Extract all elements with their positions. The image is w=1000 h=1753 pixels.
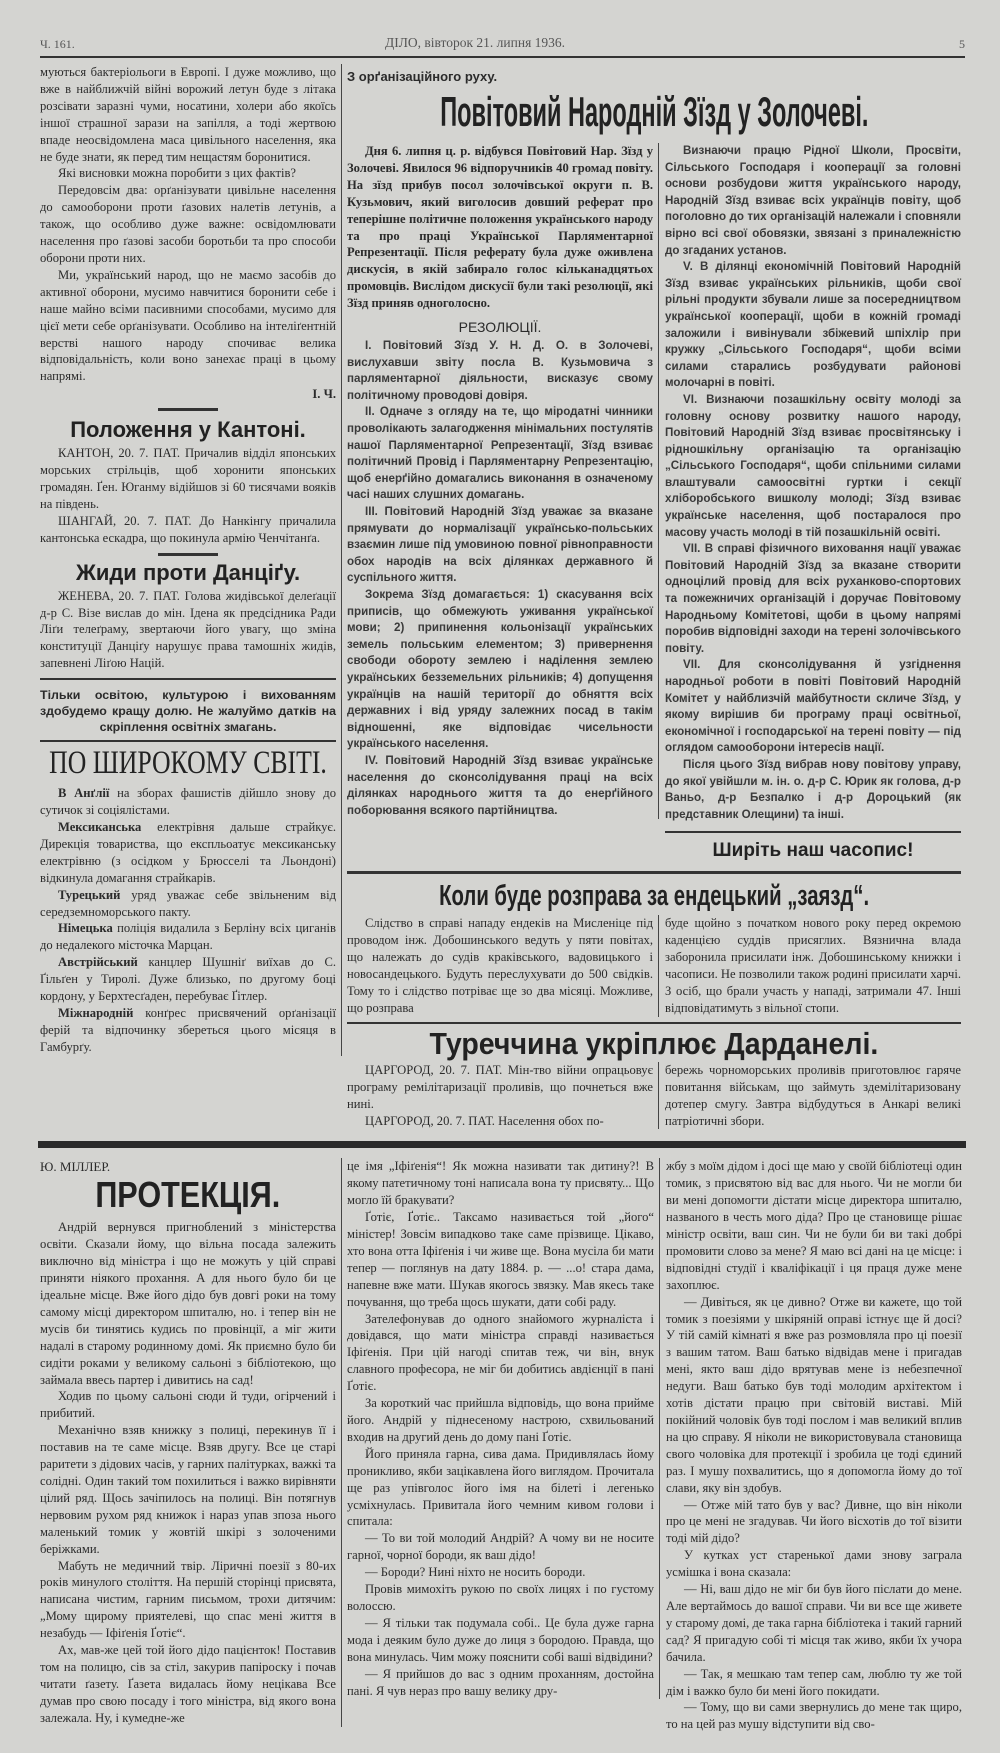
masthead: ДІЛО, вівторок 21. липня 1936. bbox=[385, 35, 566, 50]
turkey-column-1 bbox=[347, 1062, 659, 1130]
news-item-lead: Турецький bbox=[58, 887, 121, 902]
right-region bbox=[347, 64, 961, 1129]
divider bbox=[347, 871, 961, 874]
news-item-text: електрівня дальше страйкує. Дирекція товариства, що експльоатує мексиканську електрівню (з осідком у Брюсселі та Льондоні) відкинула домагання страйкарів. bbox=[40, 820, 336, 885]
section-rule bbox=[38, 1141, 966, 1148]
world-news-item bbox=[40, 785, 336, 819]
trial-headline-wrap bbox=[347, 880, 961, 912]
story-paragraph: жбу з моїм дідом і досі ще маю у своїй бібліотеці один томик, з присвятою від вас для нього. Чи не могли би ви мені допомогти дістати місце директора шпиталю, названого в честь мого діда? Про це становище рішає міністр освіти, ваш син. Чи не були би ви такі добрі промовити слово за мене? Я маю всі дані на це місце: і відповідні студії і кваліфікації і ця праця дуже мене захоплює. bbox=[666, 1159, 962, 1292]
resolution-paragraph: VII. Для сконсолідування й узгіднення народньої роботи в повіті Повітовий Народній Комітет у найблизчій майбутности скличе Зїзд, у якому вирішив би програму праці освітньої, економічної і господарської на терені повіту — під оглядом самооборони інтересів нації. bbox=[665, 658, 961, 755]
story-paragraph: — Ні, ваш дідо не міг би був його післати до мене. Але вертаймось до вашої справи. Чи ви все ще живете у старому домі, де така гарна бібліотека і такий гарний сад? Я пригадую собі ті місця так живо, якби їх учора бачила. bbox=[666, 1582, 962, 1664]
congress-headline-wrap bbox=[347, 89, 961, 135]
story-headline: ПРОТЕКЦІЯ. bbox=[95, 1174, 281, 1216]
news-item-text: конґрес присвячений орґанізації ферій та відпочинку збереться цього місяця в Гамбурґу. bbox=[40, 1005, 336, 1054]
story-paragraph: — Я тільки так подумала собі.. Це була дуже гарна мода і деяким було дуже до лиця з бородою. Правда, що вона минулась. Чим можу пояснити собі ваші відвідини? bbox=[347, 1615, 654, 1664]
promo-slogan: Ширіть наш часопис! bbox=[712, 840, 914, 862]
page-number: 5 bbox=[959, 37, 965, 51]
congress-right-text bbox=[665, 143, 961, 823]
canton-article bbox=[40, 445, 336, 546]
gas-defense-article bbox=[40, 64, 336, 385]
turkey-text: бережь чорноморських проливів приготовлює гаряче повитання військам, що займуть здемілітаризовану дотепер смугу. Завтра відбудуться в Анкарі великі патріотичні збори. bbox=[665, 1062, 961, 1128]
story-paragraph: За короткий час прийшла відповідь, що вона прийме його. Андрій у піднесеному настрою, схвильований входив на другий день до дому пані Ґотіє. bbox=[347, 1396, 654, 1444]
resolution-paragraph: Зокрема Зїзд домагається: 1) скасування всіх приписів, що обмежують уживання української мови; 2) припинення кольонізації українських земель польським елементом; 3) привернення свободи обороту землею і наділення землею українських безземельних рільників; 4) допущення українців на нашій території до обняття всіх державних і від уряду залежних посад в такім відношенні, яке відповідає чисельности українського населення. bbox=[347, 587, 653, 751]
divider bbox=[40, 678, 336, 680]
story-headline-wrap bbox=[40, 1175, 336, 1215]
article-signature: І. Ч. bbox=[312, 387, 336, 402]
divider bbox=[40, 740, 336, 742]
trial-headline: Коли буде розправа за ендецький „заязд“. bbox=[439, 880, 869, 913]
world-news-item bbox=[40, 887, 336, 921]
story-column-1 bbox=[40, 1158, 342, 1726]
news-item-lead: Австрійський bbox=[58, 955, 138, 970]
divider bbox=[347, 1022, 961, 1024]
story-paragraph: Ходив по цьому сальоні сюди й туди, огірчений і прибитий. bbox=[40, 1389, 336, 1421]
section-kicker: З орґанізаційного руху. bbox=[347, 69, 498, 84]
divider bbox=[158, 408, 218, 411]
danzig-headline: Жиди проти Данціґу. bbox=[75, 559, 301, 585]
story-paragraph: Андрій вернувся пригноблений з міністерства освіти. Сказали йому, що вільна посада залежить виключно від міністра і що не можуть у цій справі приняти ніякого прохання. А для нього було би це ідеальне місце. Вже його дідо був довгі роки на тому самому місці директором шпиталю, но. і тепер він не мусів би тинятись кудись по провінції, а міг жити надалі в старому родинному домі. Як приємно було би сидіти роками у великому сальоні з бібліотекою, що займала ввесь партер і дивитись на сад! bbox=[40, 1220, 336, 1387]
world-news-list bbox=[40, 785, 336, 1056]
congress-right-column bbox=[665, 143, 961, 863]
world-news-item bbox=[40, 819, 336, 887]
news-item-text: на зборах фашистів дійшло знову до сутичок зі соціялістами. bbox=[40, 786, 336, 818]
resolution-paragraph: Після цього Зїзд вибрав нову повітову управу, до якої увійшли м. ін. о. д-р С. Юрик як голова, д-р Ваньо, д-р Безпалко і д-р Дороцький (як представник Олещини) та інші. bbox=[665, 757, 961, 821]
story-section bbox=[40, 1158, 965, 1733]
resolution-paragraph: ІІІ. Повітовий Народній Зїзд уважає за вказане прямувати до нормалізації українсько-польських взаємин лише під умовиною повної рівноправности обох народів на всіх ділянках державного й суспільного життя. bbox=[347, 505, 653, 585]
news-paragraph: ЖЕНЕВА, 20. 7. ПАТ. Голова жидівської делеґації д-р С. Візе вислав до мін. Ідена як предсідника Ради Ліґи телеґраму, звертаючи його увагу, що зміна конституції Данціґу нарушує права тамошніх жидів, запевнені Ліґою Націй. bbox=[40, 588, 336, 671]
story-paragraph: — Я прийшов до вас з одним проханням, достойна пані. Я чув нераз про вашу велику дру- bbox=[347, 1666, 654, 1698]
story-author: Ю. МІЛЛЕР. bbox=[40, 1159, 111, 1175]
news-item-text: канцлер Шушніґ виїхав до С. Ґільґен у Тиролі. Дуже близько, по другому боці кордону, у Берхтесґаден, перебуває Ґітлер. bbox=[40, 955, 336, 1004]
story-paragraph: Зателефонував до одного знайомого журналіста і довідався, що мати міністра справді називається Іфіґенія. При цій нагоді спитав теж, чи він, внук славного професора, не міг би добитись авдієнції в пані Ґотіє. bbox=[347, 1311, 654, 1394]
story-paragraph: Механічно взяв книжку з полиці, перекинув її і поставив на те саме місце. Взяв другу. Все це старі раритети з дідових часів, у гарних палітурках, важкі та солідні. Один такий том похилиться і важко вирівняти цілий ряд. Щось зачіпилось на полиці. Він потягнув нервовим рухом ряд книжок і нараз упав зпоза нього маленький томик у жовтій шкірі з золоченими беріжками. bbox=[40, 1423, 336, 1556]
news-paragraph: ЦАРГОРОД, 20. 7. ПАТ. Населення обох по- bbox=[365, 1113, 604, 1128]
story-column-2 bbox=[342, 1158, 660, 1699]
story-column-3 bbox=[660, 1158, 962, 1733]
article-paragraph: Ми, український народ, що не маємо засобів до активної оборони, мусимо навчитися боронити себе і наше майно всіми пасивними способами, мусимо для цієї мети себе орґанізувати. Особливо на інтеліґентній верстві нашого народу спочиває велика відповідальність, коли воно занехає праці в цьому напрямі. bbox=[40, 267, 336, 384]
trial-column-2 bbox=[665, 915, 961, 1016]
resolutions-list bbox=[347, 338, 653, 819]
news-item-text: уряд уважає себе звільненим від середземноморського пакту. bbox=[40, 887, 336, 919]
world-news-item bbox=[40, 1005, 336, 1056]
article-paragraph: Передовсім два: орґанізувати цивільне населення до самооборони проти ґазових налетів летунів, а також, що особливо дуже важне: освідомлювати населення про ґазові засоби боротьби та про способи оборони проти них. bbox=[40, 183, 336, 265]
left-column bbox=[40, 64, 342, 1056]
turkey-headline: Туреччина укріплює Дарданелі. bbox=[429, 1025, 879, 1061]
canton-headline: Положення у Кантоні. bbox=[70, 417, 306, 443]
resolution-paragraph: ІІ. Одначе з огляду на те, що міродатні чинники проволікають залагодження мінімальних постулятів нашої Парляментарної Репрезентації, Зїзд взиває політичний Провід і Парляментарну Репрезентацію, щоб енерґійно домагались виконання в означеному часі наших слушних домагань. bbox=[347, 405, 653, 502]
story-paragraph: — Тому, що ви сами звернулись до мене так щиро, то на цей раз мушу відступити від сво- bbox=[666, 1700, 962, 1732]
news-paragraph: КАНТОН, 20. 7. ПАТ. Причалив відділ японських морських стрільців, щоб хоронити японських громадян. Ґен. Юганму відійшов зі 60 тисячами вояків на південь. bbox=[40, 446, 336, 511]
congress-headline: Повітовий Народній Зїзд у Золочеві. bbox=[439, 88, 869, 135]
header-rule bbox=[40, 56, 965, 58]
danzig-article bbox=[40, 588, 336, 673]
resolution-paragraph: VII. В справі фізичного виховання нації уважає Повітовий Народній Зїзд за вказане створити одноцілий провід для всіх руханково-спортових та пожежничих організацій і доручає Повітовому Народньому Комітетові, щоби в цьому напрямі поробив відповідні заходи на терені золочівського повіту. bbox=[665, 542, 961, 655]
news-paragraph: ШАНГАЙ, 20. 7. ПАТ. До Нанкінгу причалила кантонська ескадра, що покинула армію Ченчітанґа. bbox=[40, 513, 336, 545]
news-paragraph: ЦАРГОРОД, 20. 7. ПАТ. Мін-тво війни опрацьовує програму ремілітаризації проливів, що почнеться вже нині. bbox=[347, 1062, 653, 1111]
article-paragraph: Які висновки можна поробити з цих фактів? bbox=[58, 166, 297, 181]
resolution-paragraph: VI. Визнаючи позашкільну освіту молоді за головну основу розвитку нашого народу, Повітовий Народній Зїзд взиває просвітянську і рідношкільну організацію та організацію „Сільського Господаря“, щоби спільними силами влаштували самоосвітні гуртки і секції хліборобського вишколу молоді; Зїзд взиває українське населення, щоб постаралося про масову участь молоді в тій позашкільній освіті. bbox=[665, 392, 961, 539]
story-paragraph: — Так, я мешкаю там тепер сам, люблю ту же той дім і важко було би мені його покидати. bbox=[666, 1666, 962, 1698]
article-paragraph: муються бактеріольоги в Европі. І дуже можливо, що вже в найближчій війні ворожий летун буде з літака розсівати заразні чуми, носатини, холери або якоїсь іншої страшної зарази на запілля, а тоді жертвою впаде неосвідомлена маса цивільного населення, яка не буде знати, як перед тим нещастям боронитися. bbox=[40, 65, 336, 164]
world-news-item bbox=[40, 954, 336, 1005]
story-paragraph: Його приняла гарна, сива дама. Придивлялась йому проникливо, якби зацікавлена його виглядом. Прочитала ще раз упівголос його імя на білеті і легенько усміхнулась. Привитала його чемним кивом голови і спитала: bbox=[347, 1446, 654, 1529]
world-headline: ПО ШИРОКОМУ СВІТІ. bbox=[49, 745, 327, 782]
trial-text: Слідство в справі нападу ендеків на Мисленіце під проводом інж. Добошинського ведуть у пяти повітах, що належать до судів краківського, вадовицького і новосандецького. Будуть переслухувати до 500 свідків. Тому то і слідство потріває ще зо два місяці. Можливе, що розправа bbox=[347, 916, 653, 1015]
trial-column-1 bbox=[347, 915, 659, 1016]
trial-columns bbox=[347, 915, 961, 1016]
education-slogan: Тільки освітою, культурою і вихованням здобудемо кращу долю. Не жалуймо датків на скріплення освітніх змагань. bbox=[40, 688, 336, 735]
resolution-paragraph: IV. Повітовий Народній Зїзд взиває українське населення до сконсолідування праці на всіх ділянках народнього життя та до енерґійного поборювання всякого партійництва. bbox=[347, 753, 653, 817]
story-column-1-text bbox=[40, 1219, 336, 1726]
news-item-lead: Міжнародній bbox=[58, 1005, 134, 1020]
story-paragraph: — Дивіться, як це дивно? Отже ви кажете, що той томик з поезіями у шкіряній оправі істнує ще й досі? У тій самій кімнаті я вже раз розмовляла про ці поезії з вашим татом. Ваш батько відвідав мене і пригадав мені, якто ваш дідо врятував мене із небезпечної недуги. Ваш батько був тоді молодим архітектом і хотів дістати працю при світовій виставі. Мій покійний чоловік був тоді послом і мав великий вплив на цю справу. Я ніколи не використовувала становища свого чоловіка для протекції і зробила це тоді єдиний раз. І мушу похвалитись, що я допомогла йому до тої слави, яку він здобув. bbox=[666, 1294, 962, 1495]
turkey-columns bbox=[347, 1062, 961, 1130]
news-item-lead: Німецька bbox=[58, 921, 113, 936]
turkey-column-2 bbox=[665, 1062, 961, 1130]
story-paragraph: Ах, мав-же цей той його дідо пацієнток! Поставив том на полицю, сів за стіл, закурив папіроску і почав читати ґазету. Ґазета видалась йому нецікава Все думав про свою посаду і того міністра, від якого вона залежала. Ну, і кумедне-же bbox=[40, 1643, 336, 1725]
news-item-text: поліція видалила з Берліну всіх циганів до недалекого місточка Марцан. bbox=[40, 921, 336, 953]
story-paragraph: Мабуть не медичний твір. Ліричні поезії з 80-их років минулого століття. На першій сторінці присвята, написана чистим, гарним письмом, трохи дитячим: „Мому щирому приятелеві, що спас мені життя в незабудь — Іфіґенія Ґотіє“. bbox=[40, 1558, 336, 1641]
world-news-item bbox=[40, 920, 336, 954]
story-paragraph: — Отже мій тато був у вас? Дивне, що він ніколи про це мені не згадував. Чи його вісхотів до тої візити тоді мій дідо? bbox=[666, 1497, 962, 1546]
news-item-lead: В Анґлії bbox=[58, 786, 110, 801]
divider bbox=[158, 553, 218, 556]
top-section bbox=[40, 64, 965, 1129]
story-paragraph: Провів мимохіть рукою по своїх лицях і по густому волоссю. bbox=[347, 1582, 654, 1613]
world-headline-wrap bbox=[40, 745, 336, 781]
story-paragraph: це імя „Іфіґенія“! Як можна називати так дитину?! В якому патетичному тоні написала вона ту присвяту... Що могло їй бракувати? bbox=[347, 1159, 654, 1208]
resolutions-heading: РЕЗОЛЮЦІЇ. bbox=[458, 319, 542, 336]
story-paragraph: У кутках уст старенької дами знову заграла усмішка і вона сказала: bbox=[666, 1548, 962, 1580]
issue-number: Ч. 161. bbox=[40, 37, 75, 51]
news-item-lead: Мексиканська bbox=[58, 820, 142, 834]
divider bbox=[665, 831, 961, 833]
trial-text: буде щойно з початком нового року перед окремою каденцією суддів присяглих. Вязнична влада заборонила присилати інж. Добошинському книжки і часописи. Не позволили також родині присилати харчі. З осіб, що брали участь у нападі, затримали 47. Інші відповідатимуть з вільної стопи. bbox=[665, 916, 962, 1015]
resolution-paragraph: Визнаючи працю Рідної Школи, Просвіти, Сільського Господаря і кооперації за головні основи розбудови життя українського народу, Народній Зїзд взиває всіх українців повіту, щоб поголовно до тих організацій належали і сповняли вірно всі свої обовязки, звязані з приналежністю до згаданих установ. bbox=[665, 144, 961, 257]
turkey-headline-wrap bbox=[347, 1026, 961, 1062]
story-paragraph: — То ви той молодий Андрій? А чому ви не носите гарної, чорної бороди, як ваш дідо! bbox=[347, 1531, 654, 1563]
congress-columns bbox=[347, 143, 961, 863]
page-header bbox=[40, 37, 965, 54]
congress-middle-column bbox=[347, 143, 659, 819]
congress-intro: Дня 6. липня ц. р. відбувся Повітовий Нар. Зїзд у Золочеві. Явилося 96 відпоручників 40 громад повіту. На зїзд прибув посол золочівської округи п. В. Кузьмович, який виголосив довший реферат про теперішне політичне положення українського народу та про праці Української Парляментарної Репрезентації. Після реферату була дуже оживлена дискусія, в якій забирало голос кільканадцятьох промовців. Вислідом дискусії були такі резолюції, які Зїзд приняв одноголосно. bbox=[347, 144, 653, 311]
story-paragraph: — Бороди? Нині ніхто не носить бороди. bbox=[365, 1565, 586, 1580]
resolution-paragraph: V. В ділянці економічній Повітовий Народній Зїзд взиває українських рільників, щоби свої рільні продукти збували лише за посередництвом української кооперації, щоби в кожній громаді заложили і вивінували збіжевий шпіхлір при кружку „Сільського Господаря“, щоби всіми силами старались розбудувати районові молочарні в повіті. bbox=[665, 260, 961, 390]
story-paragraph: Ґотіє, Ґотіє.. Таксамо називається той „його“ міністер! Зовсім випадково таке саме прізвище. Цікаво, хто вона отта Іфіґенія і чи живе ще. Вона мусіла би мати тепер — поглянув на дату 1884. р. — ...о! стара дама, напевне вже мати. Шукав якогось звязку. Мав якесь таке почування, що треба щось шукати, дати собі раду. bbox=[347, 1210, 654, 1309]
resolution-paragraph: І. Повітовий Зїзд У. Н. Д. О. в Золочеві, вислухавши звіту посла В. Кузьмовича з парляментарної діяльности, висказує свому політичному проводові довіря. bbox=[347, 339, 653, 402]
